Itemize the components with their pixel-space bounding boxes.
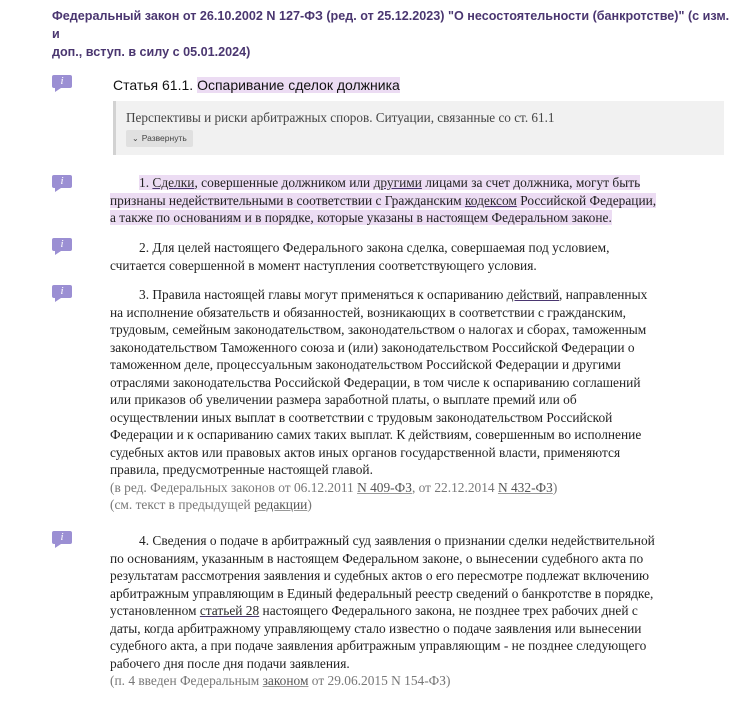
link-statya-28[interactable]: статьей 28 — [199, 603, 260, 618]
document-title — [52, 7, 732, 61]
link-zakonom[interactable]: законом — [262, 673, 309, 688]
perspectives-block — [113, 101, 724, 155]
expand-button[interactable] — [126, 130, 193, 147]
previous-edition-note: (см. текст в предыдущей редакции) — [110, 497, 312, 512]
perspectives-text[interactable]: Перспективы и риски арбитражных споров. Ситуации, связанные со ст. 61.1 — [126, 110, 555, 125]
article-heading — [113, 76, 400, 94]
link-432-fz[interactable]: N 432-ФЗ — [497, 479, 553, 495]
link-409-fz[interactable]: N 409-ФЗ — [357, 479, 412, 495]
article-title: Оспаривание сделок должника — [197, 77, 400, 93]
info-marker-icon[interactable]: i — [52, 175, 72, 188]
chevron-down-icon: ⌄ — [132, 134, 139, 143]
paragraph-4: 4. Сведения о подаче в арбитражный суд заявления о признании сделки недействительной по основаниям, указанным в настоящем Федеральном законе, о вынесении судебного акта по результатам рассмотрения заявления и судебных актов о его пересмотре подлежат включению арбитражным управляющим в Единый федеральный реестр сведений о банкротстве в порядке, установленном статьей 28 настоящего Федерального закона, не позднее трех рабочих дней с даты, когда арбитражному управляющему стало известно о подаче заявления или вынесении судебного акта, а при подаче заявления арбитражным управляющим - не позднее следующего рабочего дня после дня подачи заявления. (п. 4 введен Федеральным законом от 29.06.2015 N 154-ФЗ) — [110, 532, 728, 690]
paragraph-3: 3. Правила настоящей главы могут применяться к оспариванию действий, направленных на исполнение обязательств и обязанностей, возникающих в соответствии с гражданским, трудовым, семейным законодательством, законодательством о налогах и сборах, таможенным законодательством Таможенного союза и (или) законодательством Российской Федерации о таможенном деле, процессуальным законодательством Российской Федерации и другими отраслями законодательства Российской Федерации, в том числе к оспариванию соглашений или приказов об увеличении размера заработной платы, о выплате премий или об осуществлении иных выплат в соответствии с трудовым законодательством Российской Федерации и к оспариванию самих таких выплат. К действиям, совершенным во исполнение судебных актов или правовых актов иных органов государственной власти, применяются правила, предусмотренные настоящей главой. (в ред. Федеральных законов от 06.12.2011 N 409-ФЗ, от 22.12.2014 N 432-ФЗ) (см. текст в предыдущей редакции) — [110, 286, 728, 514]
paragraph-2: 2. Для целей настоящего Федерального закона сделка, совершаемая под условием, считается совершенной в момент наступления соответствующего условия. — [110, 240, 610, 273]
paragraph-1: 1. Сделки, совершенные должником или другими лицами за счет должника, могут быть признаны недействительными в соответствии с Гражданским кодексом Российской Федерации, а также по основаниям и в порядке, которые указаны в настоящем Федеральном законе. — [110, 175, 657, 225]
document-title-line-2: доп., вступ. в силу с 05.01.2024) — [52, 45, 251, 59]
info-marker-icon[interactable]: i — [52, 531, 72, 544]
info-marker-icon[interactable]: i — [52, 75, 72, 88]
link-sdelki[interactable]: Сделки — [152, 175, 195, 190]
info-marker-icon[interactable]: i — [52, 285, 72, 298]
introduced-note: (п. 4 введен Федеральным законом от 29.06.2015 N 154-ФЗ) — [110, 673, 451, 688]
document-title-line-1: Федеральный закон от 26.10.2002 N 127-ФЗ (ред. от 25.12.2023) "О несостоятельности (банкротстве)" (с изм. и — [52, 9, 730, 41]
expand-button-label: Развернуть — [141, 133, 187, 143]
link-deistviy[interactable]: действий — [506, 287, 560, 302]
article-number: Статья 61.1. — [113, 77, 194, 93]
info-marker-icon[interactable]: i — [52, 238, 72, 251]
link-drugimi[interactable]: другими — [373, 175, 422, 190]
link-redakcii[interactable]: редакции — [254, 497, 308, 512]
edition-note: (в ред. Федеральных законов от 06.12.2011 N 409-ФЗ, от 22.12.2014 N 432-ФЗ) — [110, 479, 558, 495]
link-kodeksom[interactable]: кодексом — [464, 192, 517, 208]
